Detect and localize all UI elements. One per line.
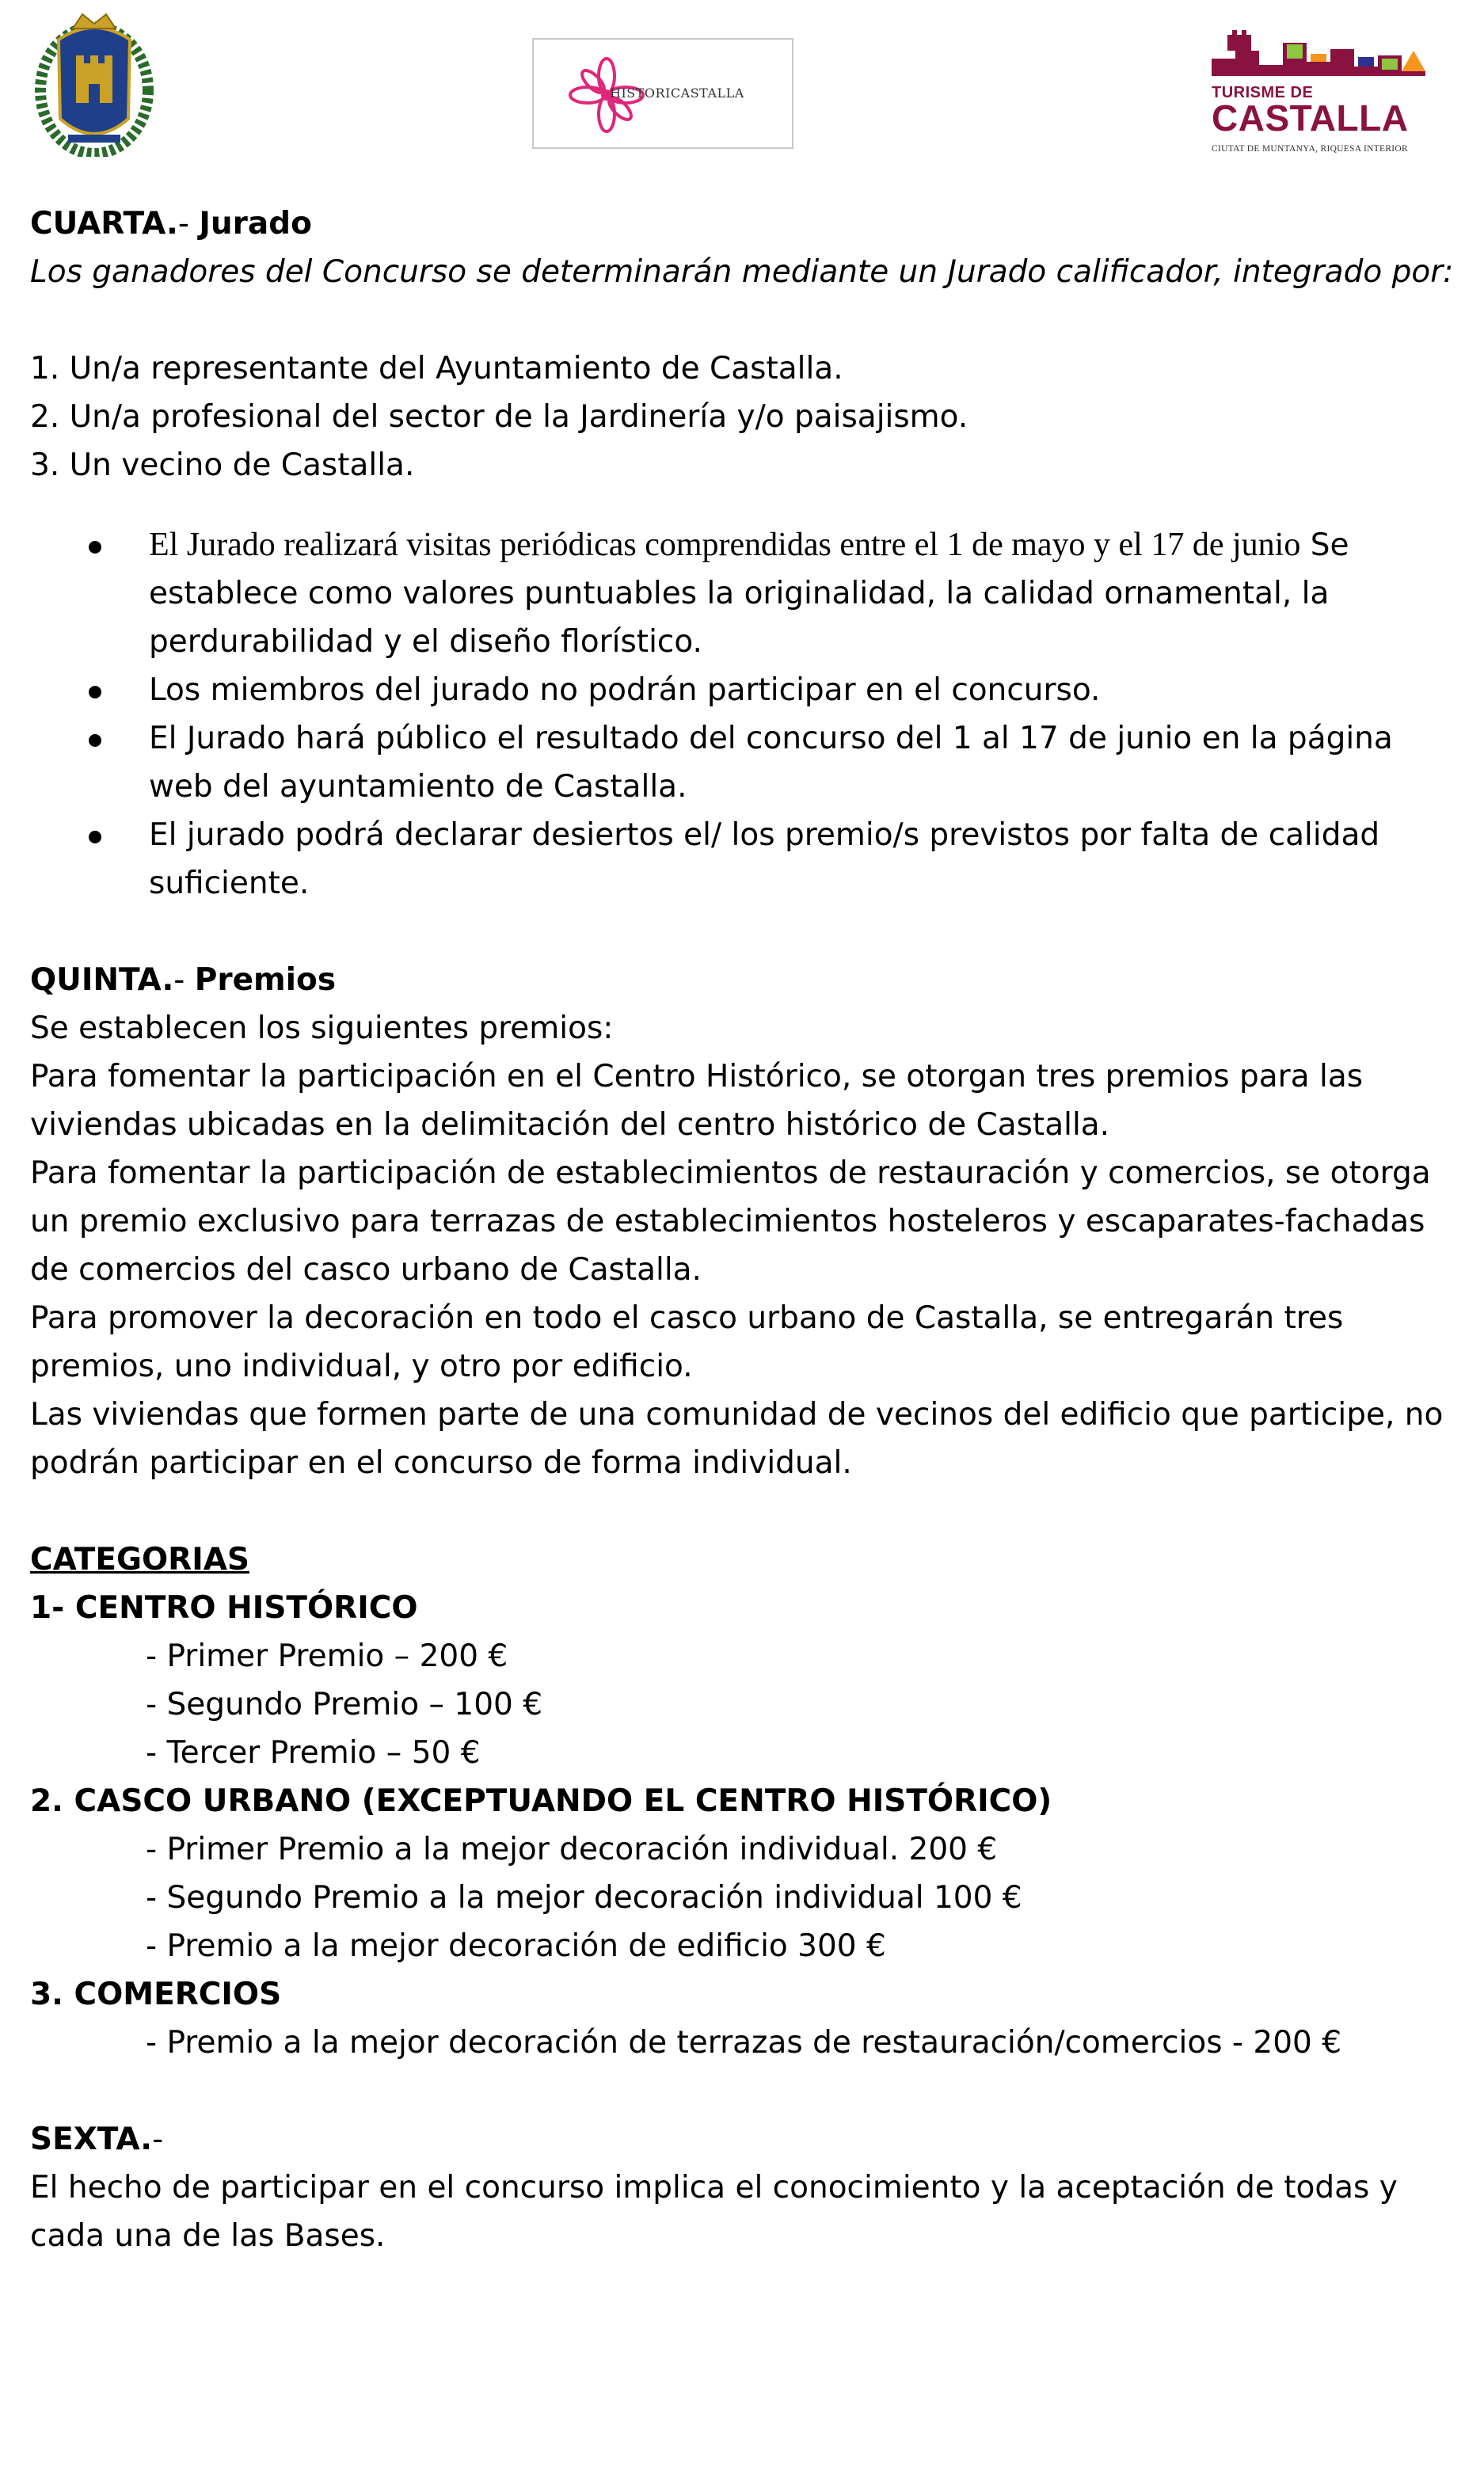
jury-rules-list bbox=[30, 521, 1455, 908]
jury-rule-1-rest: Se establece como valores puntuables la originalidad, la calidad ornamental, la perdurabilidad y el diseño florístico. bbox=[149, 527, 1349, 660]
quinta-paragraph-3: Para fomentar la participación de establecimientos de restauración y comercios, se otorga un premio exclusivo para terrazas de establecimientos hosteleros y escaparates-fachadas de comercios del casco urbano de Castalla. bbox=[30, 1155, 1431, 1288]
historicastalla-brand-text: HISTORICASTALLA bbox=[610, 86, 744, 101]
quinta-title: Premios bbox=[194, 962, 337, 998]
quinta-paragraph-1: Se establecen los siguientes premios: bbox=[30, 1010, 614, 1046]
turisme-line1: TURISME DE bbox=[1212, 84, 1314, 101]
category-1-title: 1- CENTRO HISTÓRICO bbox=[30, 1590, 418, 1626]
cuarta-sep: - bbox=[177, 206, 200, 242]
category-1-prize-2: - Segundo Premio – 100 € bbox=[146, 1687, 543, 1722]
categorias-heading: CATEGORIAS bbox=[30, 1542, 249, 1578]
quinta-sep: - bbox=[173, 962, 195, 998]
category-1-prize-1: - Primer Premio – 200 € bbox=[146, 1638, 508, 1674]
turisme-line3: CIUTAT DE MUNTANYA, RIQUESA INTERIOR bbox=[1212, 144, 1409, 154]
quinta-heading bbox=[30, 956, 1455, 1004]
jury-rule-3: El Jurado hará público el resultado del concurso del 1 al 17 de junio en la página web del ayuntamiento de Castalla. bbox=[149, 714, 1455, 811]
sexta-text: El hecho de participar en el concurso implica el conocimiento y la aceptación de todas y cada una de las Bases. bbox=[30, 2170, 1398, 2254]
category-2-prize-3: - Premio a la mejor decoración de edificio 300 € bbox=[146, 1928, 886, 1964]
quinta-paragraph-2: Para fomentar la participación en el Centro Histórico, se otorgan tres premios para las viviendas ubicadas en la delimitación del centro histórico de Castalla. bbox=[30, 1059, 1364, 1143]
jury-rule-1-serif: El Jurado realizará visitas periódicas comprendidas entre el 1 de mayo y el 17 de junio bbox=[149, 527, 1301, 563]
jury-member-1: 1. Un/a representante del Ayuntamiento de Castalla. bbox=[30, 351, 843, 386]
cuarta-heading bbox=[30, 200, 1455, 248]
turisme-line2: CASTALLA bbox=[1212, 97, 1409, 139]
category-2-prize-1: - Primer Premio a la mejor decoración individual. 200 € bbox=[146, 1832, 998, 1867]
jury-rule-1 bbox=[149, 521, 1455, 666]
quinta-label: QUINTA. bbox=[30, 962, 174, 998]
quinta-paragraph-4: Para promover la decoración en todo el casco urbano de Castalla, se entregarán tres premios, uno individual, y otro por edificio. bbox=[30, 1300, 1344, 1384]
turisme-castalla-logo bbox=[1205, 27, 1435, 162]
sexta-heading bbox=[30, 2115, 1455, 2164]
coat-of-arms-logo bbox=[35, 8, 154, 157]
category-2-prize-2: - Segundo Premio a la mejor decoración individual 100 € bbox=[146, 1880, 1022, 1916]
jury-rule-2: Los miembros del jurado no podrán participar en el concurso. bbox=[149, 666, 1455, 714]
quinta-paragraph-5: Las viviendas que formen parte de una comunidad de vecinos del edificio que participe, no podrán participar en el concurso de forma individual. bbox=[30, 1397, 1444, 1481]
category-3-title: 3. COMERCIOS bbox=[30, 1977, 282, 2012]
cuarta-label: CUARTA. bbox=[30, 206, 178, 242]
jury-member-3: 3. Un vecino de Castalla. bbox=[30, 447, 415, 483]
sexta-sep: - bbox=[152, 2122, 164, 2157]
document-body bbox=[30, 200, 1455, 2260]
jury-rule-4: El jurado podrá declarar desiertos el/ los premio/s previstos por falta de calidad suficiente. bbox=[149, 811, 1455, 908]
castle-skyline-icon bbox=[1212, 27, 1425, 82]
category-3-prize-1: - Premio a la mejor decoración de terrazas de restauración/comercios - 200 € bbox=[146, 2025, 1342, 2061]
category-2-title: 2. CASCO URBANO (EXCEPTUANDO EL CENTRO HISTÓRICO) bbox=[30, 1783, 1052, 1819]
category-1-prize-3: - Tercer Premio – 50 € bbox=[146, 1735, 481, 1771]
sexta-label: SEXTA. bbox=[30, 2122, 153, 2157]
historicastalla-logo bbox=[532, 38, 793, 149]
cuarta-title: Jurado bbox=[199, 206, 312, 242]
coat-of-arms-icon bbox=[35, 8, 154, 157]
jury-member-2: 2. Un/a profesional del sector de la Jardinería y/o paisajismo. bbox=[30, 399, 968, 435]
cuarta-intro: Los ganadores del Concurso se determinarán mediante un Jurado calificador, integrado por: bbox=[30, 254, 1454, 290]
